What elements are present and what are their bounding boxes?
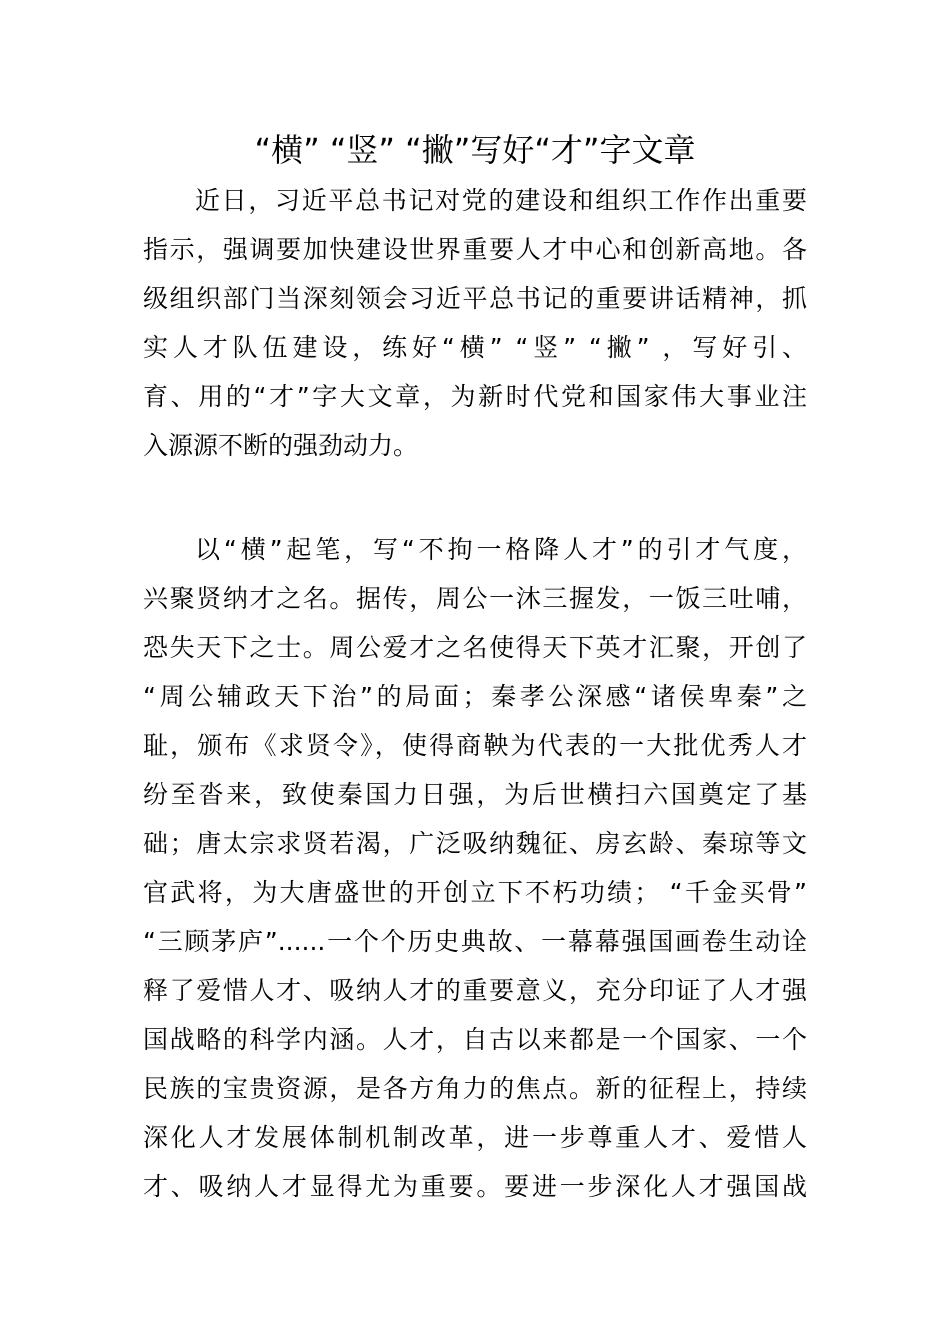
paragraph-line: 近日，习近平总书记对党的建设和组织工作作出重要: [195, 186, 807, 215]
paragraph-line: 础；唐太宗求贤若渴，广泛吸纳魏征、房玄龄、秦琼等文: [143, 829, 807, 858]
paragraph-line: 以“横”起笔，写“不拘一格降人才”的引才气度，: [195, 535, 807, 564]
paragraph-line: “周公辅政天下治”的局面；秦孝公深感“诸侯卑秦”之: [143, 682, 807, 711]
paragraph-line: 深化人才发展体制机制改革，进一步尊重人才、爱惜人: [143, 1123, 807, 1152]
paragraph-line: 恐失天下之士。周公爱才之名使得天下英才汇聚，开创了: [143, 633, 807, 662]
paragraph-line: 入源源不断的强劲动力。: [143, 431, 419, 460]
document-title: “横” “竖” “撇”写好“才”字文章: [254, 131, 696, 169]
paragraph-intro: [143, 176, 807, 470]
paragraph-line: 兴聚贤纳才之名。据传，周公一沐三握发，一饭三吐哺，: [143, 584, 807, 613]
paragraph-line: 国战略的科学内涵。人才，自古以来都是一个国家、一个: [143, 1025, 807, 1054]
paragraph-line: 实人才队伍建设，练好“横” “竖” “撇” ，写好引、: [143, 333, 807, 362]
paragraph-line: 纷至沓来，致使秦国力日强，为后世横扫六国奠定了基: [143, 780, 807, 809]
paragraph-line: 育、用的“才”字大文章，为新时代党和国家伟大事业注: [143, 382, 807, 411]
paragraph-line: 才、吸纳人才显得尤为重要。要进一步深化人才强国战: [143, 1172, 807, 1201]
paragraph-line: 指示，强调要加快建设世界重要人才中心和创新高地。各: [143, 235, 807, 264]
paragraph-heng: [143, 525, 807, 1211]
paragraph-line: 耻，颁布《求贤令》，使得商鞅为代表的一大批优秀人才: [143, 731, 807, 760]
paragraph-line: 官武将，为大唐盛世的开创立下不朽功绩； “千金买骨”: [143, 878, 807, 907]
paragraph-line: 级组织部门当深刻领会习近平总书记的重要讲话精神，抓: [143, 284, 807, 313]
paragraph-line: “三顾茅庐”......一个个历史典故、一幕幕强国画卷生动诠: [143, 927, 807, 956]
paragraph-line: 民族的宝贵资源，是各方角力的焦点。新的征程上，持续: [143, 1074, 807, 1103]
paragraph-line: 释了爱惜人才、吸纳人才的重要意义，充分印证了人才强: [143, 976, 807, 1005]
